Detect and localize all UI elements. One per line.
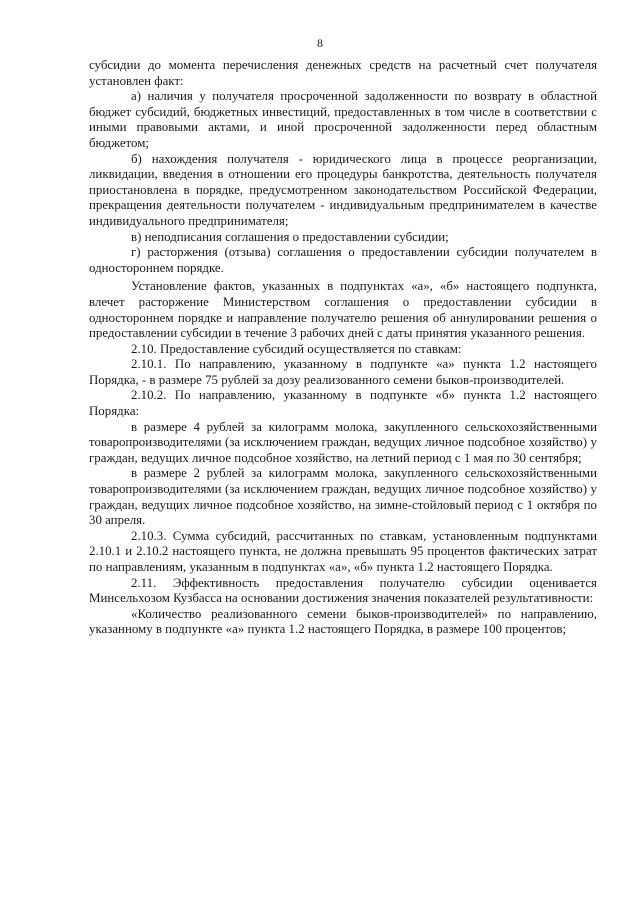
paragraph: г) расторжения (отзыва) соглашения о предоставлении субсидии получателем в одностороннем порядке. <box>89 245 597 275</box>
document-body <box>89 58 597 638</box>
paragraph: Установление фактов, указанных в подпунктах «а», «б» настоящего подпункта, влечет расторжение Министерством соглашения о предоставлении субсидии в одностороннем порядке и направление получателю решения об аннулировании решения о предоставлении субсидии в течение 3 рабочих дней с даты принятия указанного решения. <box>89 279 597 341</box>
paragraph: а) наличия у получателя просроченной задолженности по возврату в областной бюджет субсидий, бюджетных инвестиций, предоставленных в том числе в соответствии с иными правовыми актами, и иной просроченной задолженности перед областным бюджетом; <box>89 89 597 150</box>
page-number: 8 <box>317 36 323 50</box>
paragraph: в размере 2 рублей за килограмм молока, закупленного сельскохозяйственными товаропроизводителями (за исключением граждан, ведущих личное подсобное хозяйство) у граждан, ведущих личное подсобное хозяйство, на зимне-стойловый период с 1 октября по 30 апреля. <box>89 466 597 528</box>
paragraph: «Количество реализованного семени быков-производителей» по направлению, указанному в подпункте «а» пункта 1.2 настоящего Порядка, в размере 100 процентов; <box>89 606 597 637</box>
paragraph: в размере 4 рублей за килограмм молока, закупленного сельскохозяйственными товаропроизводителями (за исключением граждан, ведущих личное подсобное хозяйство) у граждан, ведущих личное подсобное хозяйство, на летний период с 1 мая по 30 сентября; <box>89 419 597 465</box>
paragraph: 2.10.1. По направлению, указанному в подпункте «а» пункта 1.2 настоящего Порядка, - в размере 75 рублей за дозу реализованного семени быков-производителей. <box>89 357 597 387</box>
paragraph: субсидии до момента перечисления денежных средств на расчетный счет получателя установлен факт: <box>89 58 597 88</box>
paragraph: 2.11. Эффективность предоставления получателю субсидии оценивается Минсельхозом Кузбасса на основании достижения значения показателей результативности: <box>89 575 597 606</box>
paragraph: б) нахождения получателя - юридического лица в процессе реорганизации, ликвидации, введения в отношении его процедуры банкротства, деятельность получателя приостановлена в порядке, предусмотренном законодательством Российской Федерации, прекращения деятельности получателем - индивидуальным предпринимателем в качестве индивидуального предпринимателя; <box>89 151 597 228</box>
paragraph: 2.10.3. Сумма субсидий, рассчитанных по ставкам, установленным подпунктами 2.10.1 и 2.10.2 настоящего пункта, не должна превышать 95 процентов фактических затрат по направлениям, указанным в подпунктах «а», «б» пункта 1.2 настоящего Порядка. <box>89 528 597 574</box>
paragraph: 2.10. Предоставление субсидий осуществляется по ставкам: <box>131 341 462 356</box>
paragraph: 2.10.2. По направлению, указанному в подпункте «б» пункта 1.2 настоящего Порядка: <box>89 388 597 419</box>
paragraph: в) неподписания соглашения о предоставлении субсидии; <box>131 229 449 244</box>
